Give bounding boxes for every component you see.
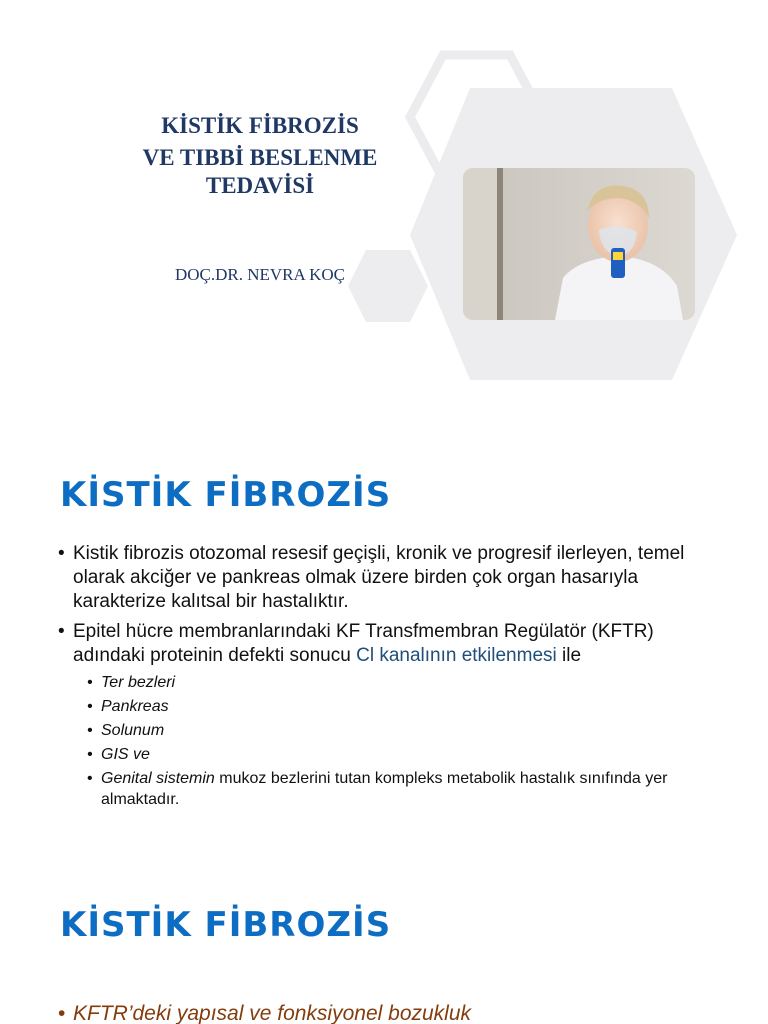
- list-item: [58, 620, 718, 810]
- bullet-list: [58, 542, 718, 816]
- author-name: DOÇ.DR. NEVRA KOÇ: [174, 265, 346, 284]
- title-line-3: TEDAVİSİ: [205, 173, 315, 199]
- sub-item-rest: mukoz bezlerini tutan kompleks metabolik hastalık sınıfında yer almaktadır.: [101, 770, 668, 808]
- list-item: • KFTR’deki yapısal ve fonksiyonel bozukluk: [58, 1002, 471, 1024]
- sub-list-item: • Solunum: [73, 720, 718, 741]
- content-slide-1: [0, 430, 768, 870]
- sub-list-item: • Ter bezleri: [73, 672, 718, 693]
- title-line-2: VE TIBBİ BESLENME: [142, 145, 378, 171]
- title-slide: [0, 0, 768, 420]
- list-item: • Kistik fibrozis otozomal resesif geçişli, kronik ve progresif ilerleyen, temel olarak akciğer ve pankreas olmak üzere birden çok organ hasarıyla karakterize kalıtsal bir hastalıktır.: [58, 542, 718, 614]
- child-nebulizer-photo: [463, 168, 695, 320]
- bullet-text-suffix: ile: [556, 645, 582, 666]
- content-slide-2: [0, 875, 768, 1024]
- sub-list-item: [73, 768, 718, 810]
- slide-heading: KİSTİK FİBROZİS: [60, 905, 392, 945]
- sub-list-item: • Pankreas: [73, 696, 718, 717]
- sub-list-item: • GIS ve: [73, 744, 718, 765]
- bullet-list: [58, 1002, 471, 1024]
- highlighted-text: Cl kanalının etkilenmesi: [356, 645, 557, 666]
- slide-heading: KİSTİK FİBROZİS: [60, 475, 392, 515]
- title-line-1: KİSTİK FİBROZİS: [161, 113, 359, 139]
- sub-bullet-list: [73, 672, 718, 810]
- bullet-text: Epitel hücre membranlarındaki KF Transfmembran Regülatör (KFTR) adındaki proteinin defekti sonucu: [73, 621, 654, 666]
- sub-item-italic: Genital sistemin: [101, 770, 215, 787]
- presentation-title: [60, 110, 460, 198]
